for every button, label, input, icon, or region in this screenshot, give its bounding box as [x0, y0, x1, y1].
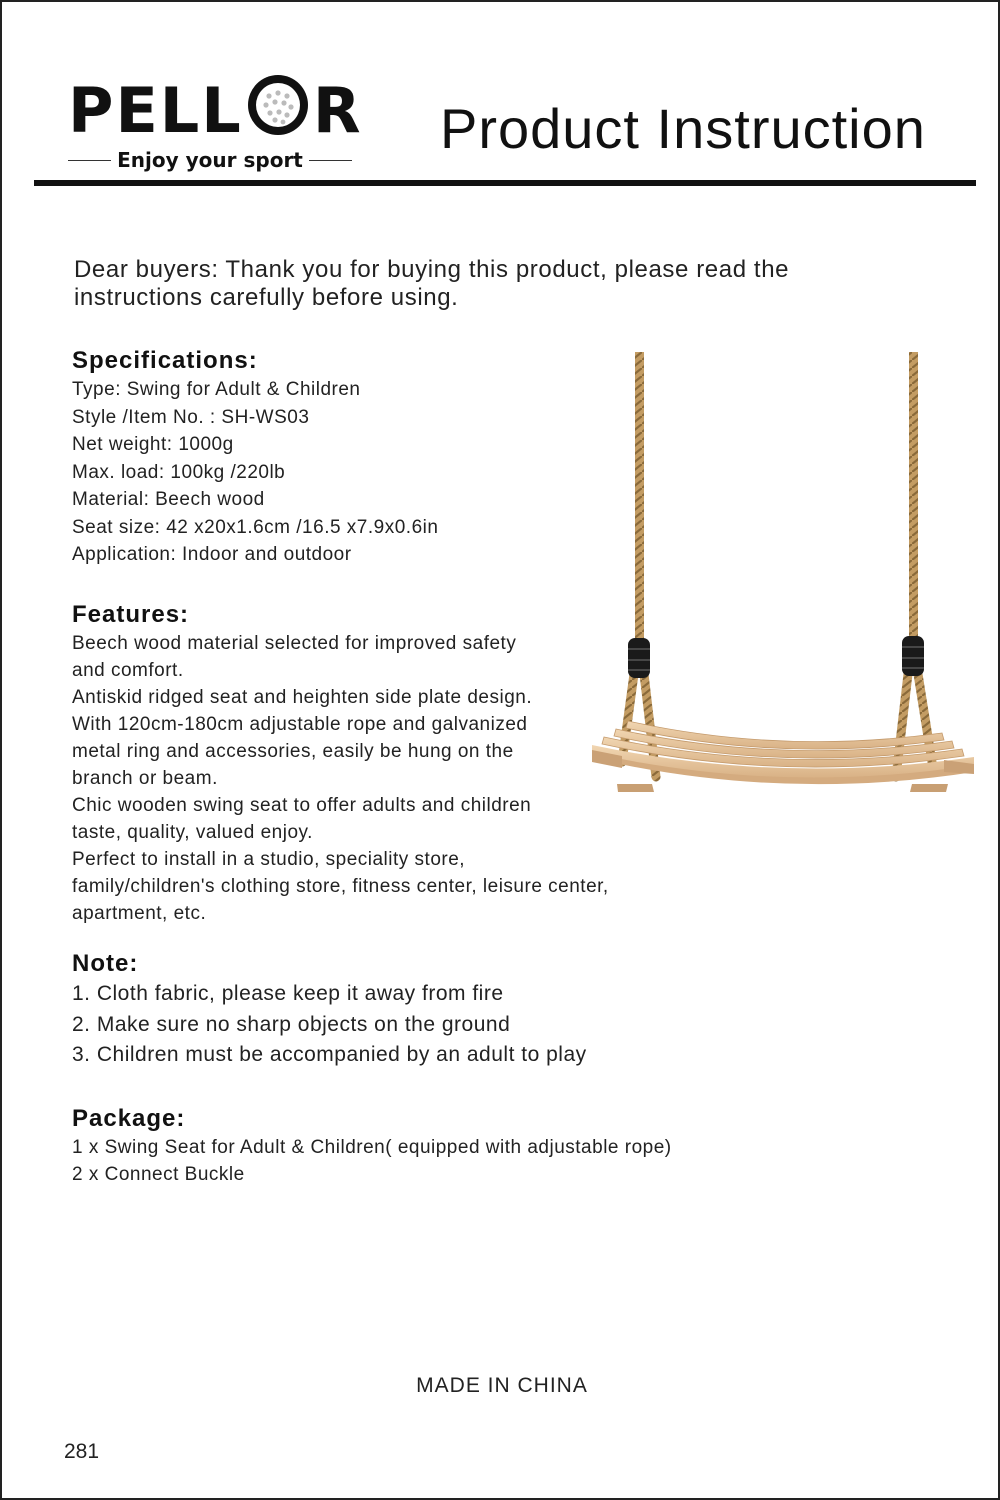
feature-line: Chic wooden swing seat to offer adults and children [72, 795, 532, 816]
rope-right [909, 352, 918, 642]
wooden-swing-image [582, 352, 982, 802]
feature-line: Beech wood material selected for improved safety [72, 633, 517, 654]
tagline-rule-right [309, 160, 352, 161]
feature-line: family/children's clothing store, fitness center, leisure center, [72, 876, 609, 897]
note-line: 2. Make sure no sharp objects on the ground [72, 1012, 511, 1036]
spec-line: Material: Beech wood [72, 489, 265, 510]
intro-line: instructions carefully before using. [74, 284, 459, 311]
note-section [72, 949, 587, 1071]
buckle-left [628, 638, 650, 678]
tagline-rule-left [68, 160, 111, 161]
buckle-right [902, 636, 924, 676]
feature-line: apartment, etc. [72, 903, 207, 924]
header-divider [34, 180, 976, 186]
spec-line: Seat size: 42 x20x1.6cm /16.5 x7.9x0.6in [72, 516, 439, 538]
spec-line: Max. load: 100kg /220lb [72, 461, 286, 483]
package-line: 2 x Connect Buckle [72, 1164, 245, 1185]
made-in-label: MADE IN CHINA [416, 1374, 588, 1397]
swing-seat [592, 721, 974, 792]
package-section [72, 1104, 672, 1188]
feature-line: taste, quality, valued enjoy. [72, 822, 313, 843]
page-number: 281 [64, 1440, 100, 1463]
package-line: 1 x Swing Seat for Adult & Children( equipped with adjustable rope) [72, 1137, 672, 1158]
note-line: 1. Cloth fabric, please keep it away from fire [72, 982, 504, 1005]
feature-line: Perfect to install in a studio, speciality store, [72, 849, 466, 870]
intro-paragraph [74, 256, 874, 312]
feature-line: branch or beam. [72, 768, 218, 789]
page-title: Product Instruction [440, 97, 926, 160]
brand-name-left: PELL [68, 74, 243, 147]
features-heading: Features: [72, 601, 190, 628]
brand-tagline [68, 148, 352, 172]
spec-line: Application: Indoor and outdoor [72, 544, 352, 565]
feature-line: and comfort. [72, 660, 184, 681]
note-line: 3. Children must be accompanied by an adult to play [72, 1043, 587, 1066]
golf-ball-icon [245, 72, 311, 138]
package-heading: Package: [72, 1105, 186, 1132]
feature-line: With 120cm-180cm adjustable rope and galvanized [72, 714, 528, 735]
specifications-section [72, 346, 438, 569]
spec-line: Net weight: 1000g [72, 434, 234, 455]
feature-line: Antiskid ridged seat and heighten side plate design. [72, 687, 533, 708]
note-heading: Note: [72, 950, 139, 977]
spec-line: Type: Swing for Adult & Children [72, 379, 361, 400]
brand-name-right: R [312, 74, 363, 147]
tagline-text: Enjoy your sport [117, 148, 303, 172]
brand-logo [68, 72, 363, 146]
rope-left [635, 352, 644, 642]
specifications-heading: Specifications: [72, 347, 258, 374]
spec-line: Style /Item No. : SH-WS03 [72, 406, 310, 428]
feature-line: metal ring and accessories, easily be hung on the [72, 741, 514, 762]
features-section [72, 600, 609, 927]
intro-line: Dear buyers: Thank you for buying this product, please read the [74, 256, 790, 283]
